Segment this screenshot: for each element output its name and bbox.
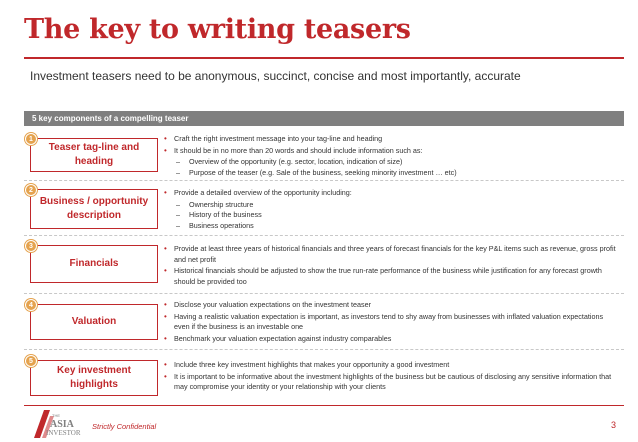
component-label-box [30, 304, 158, 340]
component-label: Business / opportunity description [39, 196, 149, 221]
component-bullets [164, 188, 618, 231]
title-divider [24, 57, 624, 59]
bullet-item: • Benchmark your valuation expectation against industry comparables [164, 334, 618, 345]
sub-bullet-item: – Ownership structure [164, 200, 618, 211]
bullet-item: • Having a realistic valuation expectation is important, as investors tend to shy away from businesses with inflated valuation expectations even if the business is an investable one [164, 312, 618, 333]
bullet-item: • Historical financials should be adjusted to show the true run-rate performance of the business while justification for any forecast growth should be provided too [164, 266, 618, 287]
component-bullets [164, 300, 618, 345]
component-number-badge: 1 [25, 133, 37, 145]
component-row-3 [24, 236, 624, 294]
component-label-box [30, 245, 158, 283]
bullet-item: • Craft the right investment message into your tag-line and heading [164, 134, 618, 145]
component-label-box [30, 189, 158, 229]
logo-text-asia: ASIA [50, 419, 74, 430]
logo-text-investor: INVESTOR [46, 429, 81, 437]
component-label: Financials [69, 258, 119, 269]
component-label: Key investment highlights [57, 365, 131, 390]
component-number-badge: 3 [25, 240, 37, 252]
page-subtitle: Investment teasers need to be anonymous, succinct, concise and most importantly, accurate [30, 69, 521, 83]
bullet-item: • It is important to be informative about the investment highlights of the business but be cautious of disclosing any sensitive information that may compromise your identity or your relationship with your clients [164, 372, 618, 393]
component-row-2 [24, 181, 624, 236]
footer-divider [24, 405, 624, 406]
bullet-item: • Provide at least three years of historical financials and three years of forecast financials for the key P&L items such as revenue, gross profit and net profit [164, 244, 618, 265]
component-label: Teaser tag-line and heading [48, 142, 140, 167]
bullet-item: • Disclose your valuation expectations on the investment teaser [164, 300, 618, 311]
component-label-box [30, 138, 158, 172]
bullet-item: • It should be in no more than 20 words and should include information such as: [164, 146, 618, 157]
confidential-label: Strictly Confidential [92, 422, 157, 431]
component-number-badge: 5 [25, 355, 37, 367]
logo-text-the: THE [52, 413, 60, 418]
sub-bullet-item: – Overview of the opportunity (e.g. sector, location, indication of size) [164, 157, 618, 168]
component-label-box [30, 360, 158, 396]
bullet-item: • Provide a detailed overview of the opportunity including: [164, 188, 618, 199]
sub-bullet-item: – Purpose of the teaser (e.g. Sale of the business, seeking minority investment … etc) [164, 168, 618, 179]
page-title: The key to writing teasers [24, 14, 411, 45]
sub-bullet-item: – Business operations [164, 221, 618, 232]
component-row-5 [24, 350, 624, 402]
component-label: Valuation [71, 316, 117, 327]
component-bullets [164, 134, 618, 178]
section-header: 5 key components of a compelling teaser [24, 111, 624, 126]
page-number: 3 [610, 420, 616, 430]
component-bullets [164, 360, 618, 394]
asia-investor-logo [30, 408, 90, 438]
component-number-badge: 2 [25, 184, 37, 196]
component-row-4 [24, 294, 624, 350]
component-row-1 [24, 128, 624, 181]
component-number-badge: 4 [25, 299, 37, 311]
bullet-item: • Include three key investment highlights that makes your opportunity a good investment [164, 360, 618, 371]
sub-bullet-item: – History of the business [164, 210, 618, 221]
component-bullets [164, 244, 618, 288]
